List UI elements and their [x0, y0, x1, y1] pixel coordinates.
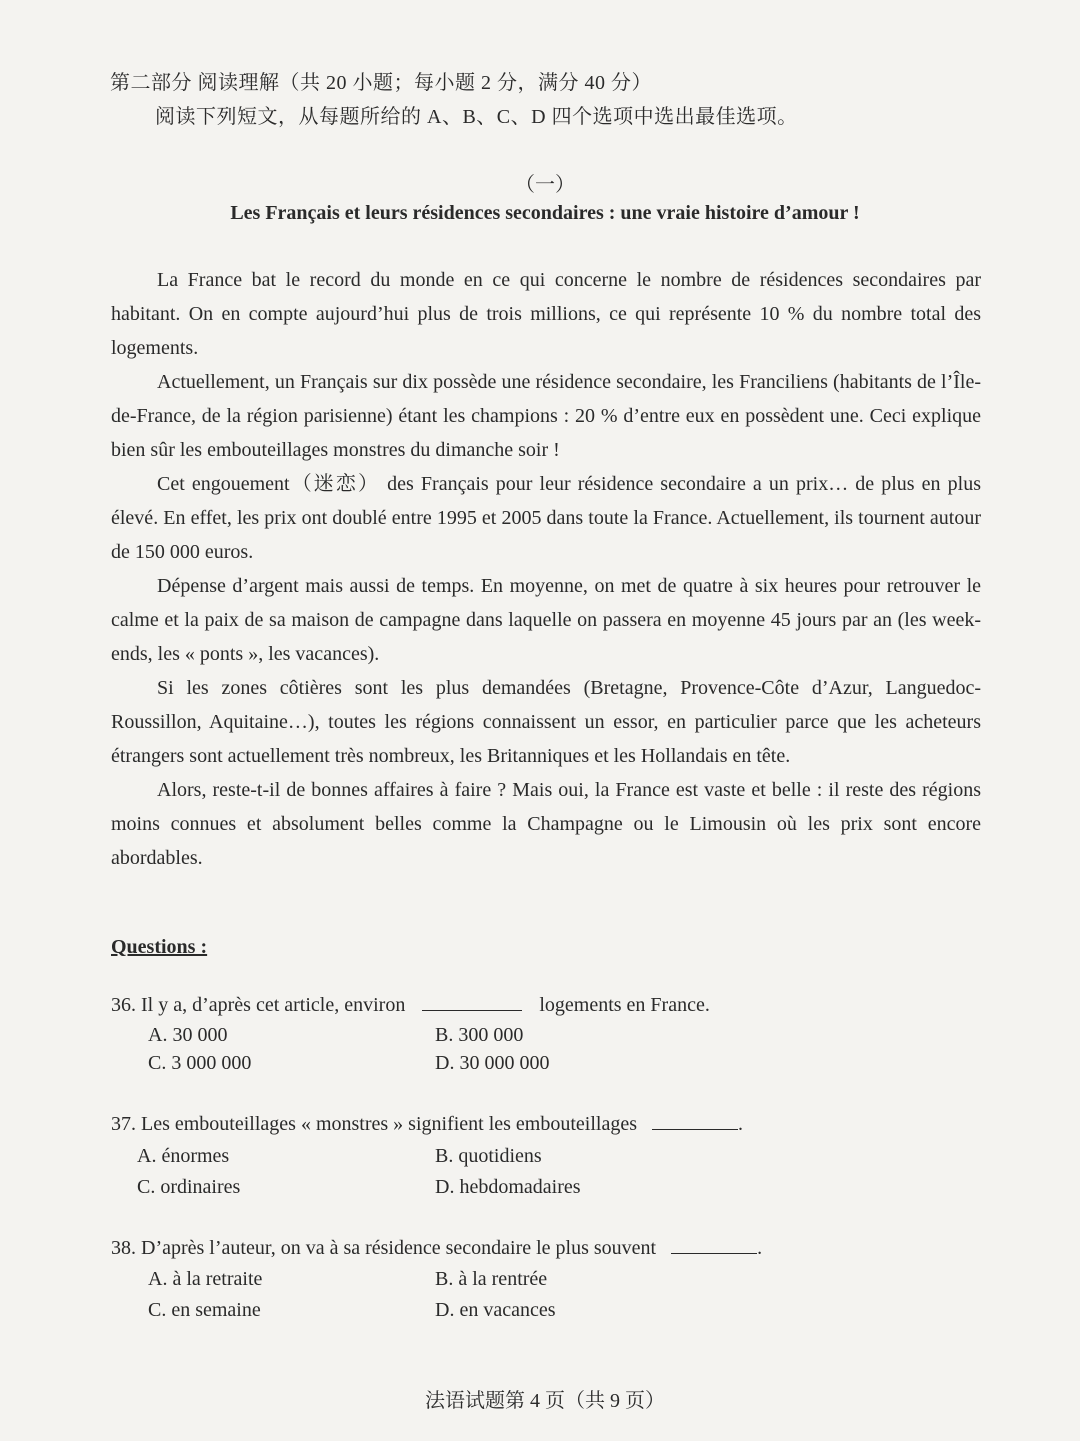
question-36: [111, 994, 981, 1074]
option-d[interactable]: D. 30 000 000: [435, 1052, 550, 1074]
stem-text: 36. Il y a, d’après cet article, environ: [111, 994, 406, 1016]
answer-blank: [422, 994, 522, 1011]
questions-header: Questions :: [111, 936, 208, 958]
stem-text: 38. D’après l’auteur, on va à sa résidence secondaire le plus souvent: [111, 1237, 657, 1259]
question-stem: [111, 1113, 981, 1136]
option-d[interactable]: D. hebdomadaires: [435, 1176, 581, 1198]
stem-text: 37. Les embouteillages « monstres » signifient les embouteillages: [111, 1113, 638, 1135]
option-c[interactable]: C. 3 000 000: [148, 1052, 252, 1074]
passage-number: （一）: [515, 174, 575, 196]
option-b[interactable]: B. quotidiens: [435, 1145, 542, 1167]
question-stem: [111, 994, 981, 1017]
option-c[interactable]: C. ordinaires: [137, 1176, 241, 1198]
question-38: [111, 1237, 981, 1321]
question-37: [111, 1113, 981, 1198]
answer-blank: [671, 1237, 757, 1254]
stem-text: .: [738, 1113, 744, 1135]
section-heading: 第二部分 阅读理解（共 20 小题；每小题 2 分，满分 40 分）: [110, 72, 652, 94]
section-instructions: 阅读下列短文，从每题所给的 A、B、C、D 四个选项中选出最佳选项。: [155, 106, 798, 128]
passage-title: Les Français et leurs résidences secondaires : une vraie histoire d’amour !: [230, 202, 860, 224]
stem-text: .: [757, 1237, 763, 1259]
option-a[interactable]: A. 30 000: [148, 1024, 228, 1046]
option-c[interactable]: C. en semaine: [148, 1299, 261, 1321]
paragraph: Alors, reste-t-il de bonnes affaires à faire ? Mais oui, la France est vaste et belle : il reste des régions moins connues et absolument belles comme la Champagne ou le Limousin où les prix sont encore abordables.: [111, 779, 981, 869]
paragraph: Si les zones côtières sont les plus demandées (Bretagne, Provence-Côte d’Azur, Languedoc-Roussillon, Aquitaine…), toutes les régions connaissent un essor, en particulier parce que les acheteurs étrangers sont actuellement très nombreux, les Britanniques et les Hollandais en tête.: [111, 677, 981, 767]
page-footer: 法语试题第 4 页（共 9 页）: [425, 1390, 665, 1412]
option-a[interactable]: A. à la retraite: [148, 1268, 263, 1290]
option-a[interactable]: A. énormes: [137, 1145, 230, 1167]
paragraph: La France bat le record du monde en ce qui concerne le nombre de résidences secondaires par habitant. On en compte aujourd’hui plus de trois millions, ce qui représente 10 % du nombre total des logements.: [111, 269, 981, 359]
option-b[interactable]: B. à la rentrée: [435, 1268, 548, 1290]
paragraph: Actuellement, un Français sur dix possède une résidence secondaire, les Franciliens (habitants de l’Île-de-France, de la région parisienne) étant les champions : 20 % d’entre eux en possèdent une. Ceci explique bien sûr les embouteillages monstres du dimanche soir !: [111, 371, 981, 461]
answer-blank: [652, 1113, 738, 1130]
option-b[interactable]: B. 300 000: [435, 1024, 524, 1046]
option-d[interactable]: D. en vacances: [435, 1299, 556, 1321]
passage-body: [111, 263, 981, 875]
stem-text: logements en France.: [539, 994, 710, 1016]
question-stem: [111, 1237, 981, 1260]
paragraph: Cet engouement（迷恋） des Français pour leur résidence secondaire a un prix… de plus en plus élevé. En effet, les prix ont doublé entre 1995 et 2005 dans toute la France. Actuellement, ils tournent autour de 150 000 euros.: [111, 473, 981, 563]
paragraph: Dépense d’argent mais aussi de temps. En moyenne, on met de quatre à six heures pour retrouver le calme et la paix de sa maison de campagne dans laquelle on passera en moyenne 45 jours par an (les week-ends, les « ponts », les vacances).: [111, 575, 981, 665]
